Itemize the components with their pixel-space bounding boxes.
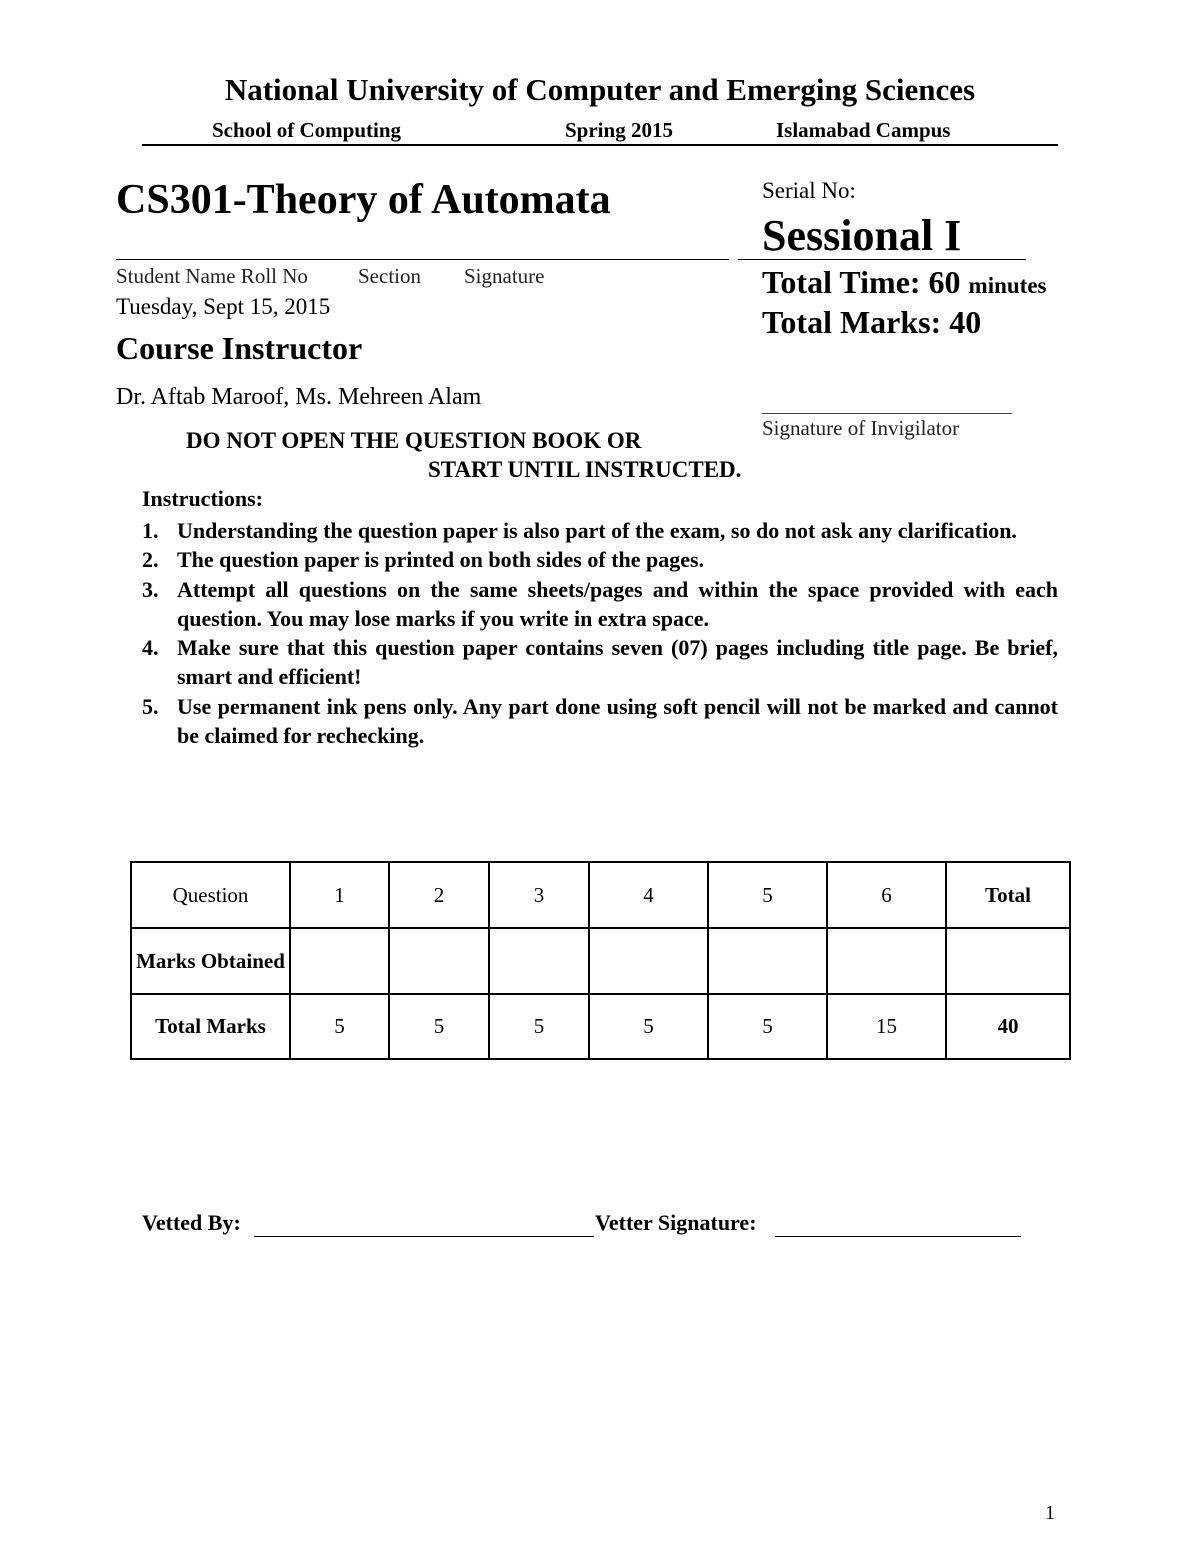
question-header: 2	[389, 862, 489, 928]
warning-line-1: DO NOT OPEN THE QUESTION BOOK OR	[186, 428, 642, 453]
total-marks-cell: 5	[389, 994, 489, 1059]
instructor-heading: Course Instructor	[116, 330, 363, 366]
table-row	[131, 928, 1070, 994]
instruction-item	[142, 692, 1058, 751]
total-time	[762, 264, 1047, 301]
row-label-question: Question	[131, 862, 290, 928]
instruction-text: The question paper is printed on both sides of the pages.	[177, 547, 705, 573]
instruction-item	[142, 545, 1058, 574]
exam-name: Sessional I	[762, 211, 962, 260]
vetter-signature-line	[775, 1236, 1021, 1237]
marks-table	[130, 861, 1071, 1060]
vetted-by-label: Vetted By:	[142, 1210, 241, 1235]
page-number: 1	[1045, 1502, 1055, 1524]
row-label-total-marks: Total Marks	[131, 994, 290, 1059]
instruction-number: 5.	[142, 693, 159, 719]
total-marks-cell: 15	[827, 994, 946, 1059]
instruction-number: 3.	[142, 576, 159, 602]
semester-label: Spring 2015	[565, 118, 673, 142]
marks-obtained-cell	[489, 928, 589, 994]
instruction-text: Use permanent ink pens only. Any part done using soft pencil will not be marked and cannot be claimed for rechecking.	[177, 693, 1058, 749]
question-header: 4	[589, 862, 708, 928]
marks-obtained-total-cell	[946, 928, 1070, 994]
total-marks-cell: 5	[489, 994, 589, 1059]
section-label: Section	[358, 264, 421, 288]
total-marks-cell: 5	[589, 994, 708, 1059]
instruction-item	[142, 516, 1058, 545]
row-label-marks-obtained: Marks Obtained	[131, 928, 290, 994]
instructions-title: Instructions:	[142, 486, 264, 511]
warning-line-2: START UNTIL INSTRUCTED.	[428, 457, 742, 482]
question-header: 5	[708, 862, 827, 928]
invigilator-signature-line	[762, 413, 1012, 414]
table-row	[131, 862, 1070, 928]
time-unit: minutes	[968, 273, 1047, 298]
total-marks-cell: 5	[290, 994, 389, 1059]
university-title: National University of Computer and Emerging Sciences	[224, 72, 976, 107]
total-marks: Total Marks: 40	[762, 304, 982, 340]
table-row	[131, 994, 1070, 1059]
marks-obtained-cell	[827, 928, 946, 994]
instruction-text: Make sure that this question paper contains seven (07) pages including title page. Be brief, smart and efficient!	[177, 635, 1058, 690]
sub-header	[142, 116, 1058, 146]
school-label: School of Computing	[212, 118, 402, 142]
question-header: 3	[489, 862, 589, 928]
instructions-list	[142, 516, 1058, 750]
total-marks-sum-cell: 40	[946, 994, 1070, 1059]
total-marks-cell: 5	[708, 994, 827, 1059]
total-header: Total	[946, 862, 1070, 928]
instructor-names: Dr. Aftab Maroof, Ms. Mehreen Alam	[116, 384, 482, 410]
signature-label: Signature	[464, 264, 545, 288]
marks-obtained-cell	[589, 928, 708, 994]
instruction-number: 1.	[142, 518, 159, 543]
instruction-item	[142, 575, 1058, 634]
instruction-number: 4.	[142, 635, 159, 661]
invigilator-signature-label: Signature of Invigilator	[762, 416, 960, 440]
serial-label: Serial No:	[762, 178, 856, 203]
student-name-roll-label: Student Name Roll No	[116, 264, 308, 288]
vetted-by-line	[254, 1236, 594, 1237]
question-header: 1	[290, 862, 389, 928]
total-time-label: Total Time: 60	[762, 264, 961, 300]
marks-obtained-cell	[389, 928, 489, 994]
question-header: 6	[827, 862, 946, 928]
marks-obtained-cell	[290, 928, 389, 994]
instruction-text: Attempt all questions on the same sheets/pages and within the space provided with each question. You may lose marks if you write in extra space.	[177, 576, 1058, 631]
instruction-item	[142, 633, 1058, 692]
campus-label: Islamabad Campus	[776, 118, 951, 142]
marks-obtained-cell	[708, 928, 827, 994]
student-info-line	[116, 259, 729, 260]
vetter-signature-label: Vetter Signature:	[595, 1210, 757, 1235]
exam-date: Tuesday, Sept 15, 2015	[116, 294, 331, 319]
instruction-text: Understanding the question paper is also part of the exam, so do not ask any clarification.	[177, 518, 1017, 543]
course-title: CS301-Theory of Automata	[116, 177, 611, 223]
instruction-number: 2.	[142, 547, 159, 573]
